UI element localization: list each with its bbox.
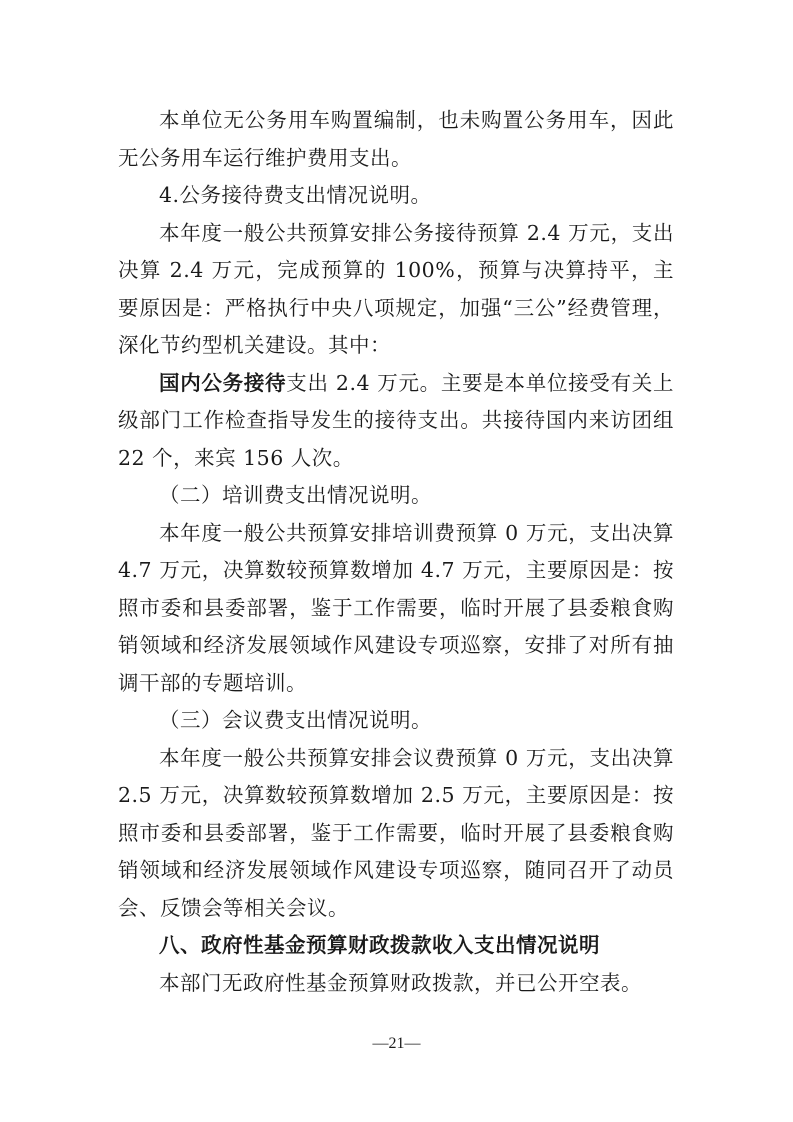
page-number: —21—: [372, 1035, 421, 1052]
reception-paragraph: 本年度一般公共预算安排公务接待预算 2.4 万元，支出决算 2.4 万元，完成预算的 100%，预算与决算持平，主要原因是：严格执行中央八项规定，加强“三公”经费管理，深化节约型机关建设。其中：: [118, 220, 674, 357]
section-eight-heading: 八、政府性基金预算财政拨款收入支出情况说明: [159, 933, 600, 957]
domestic-reception-paragraph: [118, 365, 674, 478]
document-body: [118, 102, 674, 1002]
vehicle-paragraph: 本单位无公务用车购置编制，也未购置公务用车，因此无公务用车运行维护费用支出。: [118, 108, 674, 170]
fund-paragraph: 本部门无政府性基金预算财政拨款，并已公开空表。: [159, 970, 642, 995]
meeting-paragraph: 本年度一般公共预算安排会议费预算 0 万元，支出决算 2.5 万元，决算数较预算数增加 2.5 万元，主要原因是：按照市委和县委部署，鉴于工作需要，临时开展了县委粮食购销领域和经济发展领域作风建设专项巡察，随同召开了动员会、反馈会等相关会议。: [118, 745, 674, 920]
training-heading: （二）培训费支出情况说明。: [159, 483, 432, 507]
domestic-reception-label: 国内公务接待: [159, 370, 287, 395]
domestic-reception-text: 支出 2.4 万元。主要是本单位接受有关上级部门工作检查指导发生的接待支出。共接待国内来访团组 22 个，来宾 156 人次。: [118, 370, 675, 470]
meeting-heading: （三）会议费支出情况说明。: [159, 708, 432, 732]
reception-heading: 4.公务接待费支出情况说明。: [159, 183, 432, 207]
training-paragraph: 本年度一般公共预算安排培训费预算 0 万元，支出决算 4.7 万元，决算数较预算数增加 4.7 万元，主要原因是：按照市委和县委部署，鉴于工作需要，临时开展了县委粮食购销领域和经济发展领域作风建设专项巡察，安排了对所有抽调干部的专题培训。: [118, 520, 674, 695]
